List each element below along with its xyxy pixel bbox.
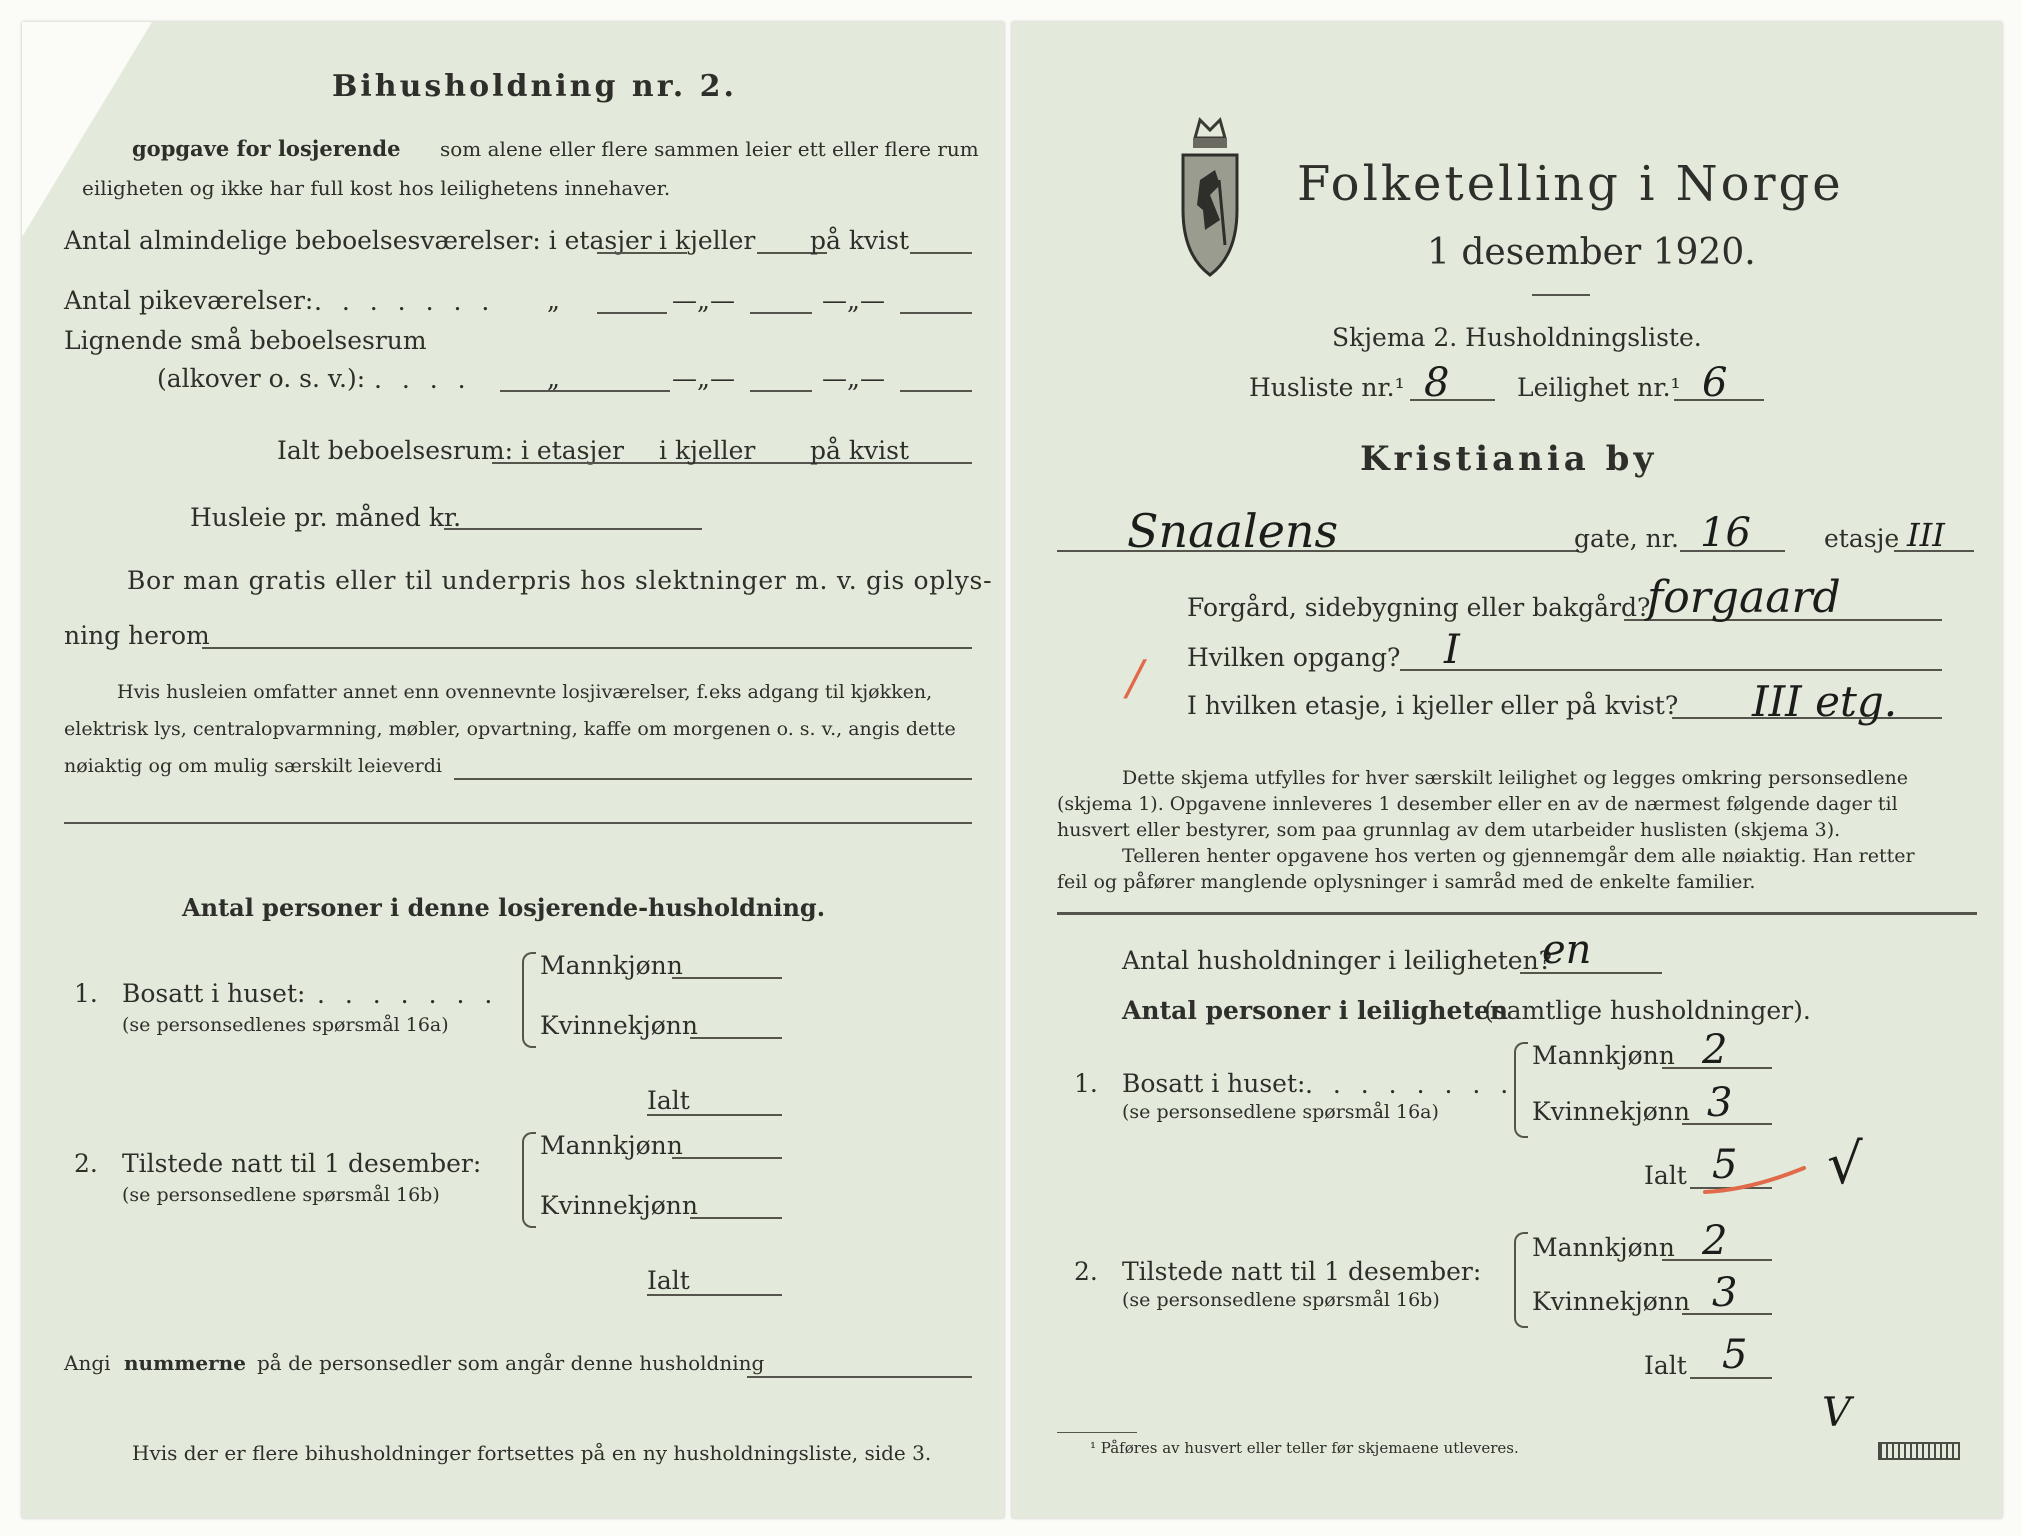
pike-dash-2: —„—	[822, 286, 885, 315]
footnote: ¹ Påføres av husvert eller teller før skjemaene utleveres.	[1090, 1439, 1519, 1457]
instr-line-5: feil og påfører manglende oplysninger i samråd med de enkelte familier.	[1057, 871, 1756, 893]
right-page	[1012, 22, 2002, 1518]
etasje-value: III	[1907, 516, 1945, 554]
q1-mann-field	[672, 977, 782, 979]
angi-a: Angi	[64, 1351, 111, 1375]
hvis-field-1	[454, 778, 972, 780]
q1-sub: (se personsedlenes spørsmål 16a)	[122, 1014, 449, 1036]
antal-pers-rest: (samtlige husholdninger).	[1484, 996, 1811, 1025]
intro-rest: som alene eller flere sammen leier ett eller flere rum	[440, 137, 979, 161]
q1-kvinne-label: Kvinnekjønn	[540, 1011, 698, 1040]
antal-hush-value: en	[1542, 927, 1592, 973]
right-title: Folketelling i Norge	[1297, 156, 1844, 212]
printer-stamp	[1878, 1442, 1960, 1460]
pike-label: Antal pikeværelser:	[64, 286, 314, 315]
pike-dash-1: —„—	[672, 286, 735, 315]
hvis-line-3: nøiaktig og om mulig særskilt leieverdi	[64, 755, 442, 777]
r-q2-mann-value: 2	[1702, 1218, 1728, 1264]
ialt-rum-label: Ialt beboelsesrum: i etasjer	[277, 436, 625, 465]
instr-line-3: husvert eller bestyrer, som paa grunnlag av dem utarbeider huslisten (skjema 3).	[1057, 819, 1841, 841]
q1-num: 1.	[74, 979, 98, 1008]
lign-field-3	[900, 390, 972, 392]
r-q1-num: 1.	[1074, 1069, 1098, 1098]
angi-b: nummerne	[124, 1351, 246, 1375]
r-q1-kvinne-value: 3	[1707, 1080, 1733, 1126]
r-q2-ialt-value: 5	[1722, 1332, 1748, 1378]
title-rule	[1532, 294, 1590, 296]
opgang-value: I	[1444, 627, 1460, 673]
q2-label: Tilstede natt til 1 desember:	[122, 1149, 482, 1178]
lign-field-2	[750, 390, 812, 392]
instr-rule	[1057, 912, 1977, 915]
q1-ialt-label: Ialt	[647, 1086, 690, 1115]
r-q1-label: Bosatt i huset:	[1122, 1069, 1306, 1098]
antal-pers-bold: Antal personer i leiligheten	[1122, 996, 1509, 1025]
bor-line-1: Bor man gratis eller til underpris hos slektninger m. v. gis oplys-	[127, 566, 993, 595]
q1-ialt-field	[647, 1114, 782, 1116]
antal-heading: Antal personer i denne losjerende-husholdning.	[182, 893, 826, 922]
pike-dots: . . . . . . .	[314, 287, 496, 316]
r-q1-ialt-label: Ialt	[1644, 1161, 1687, 1190]
coat-of-arms-icon	[1175, 110, 1245, 280]
r-q1-dots: . . . . . . . .	[1305, 1070, 1515, 1099]
r-q2-brace	[1514, 1232, 1528, 1328]
rooms-label: Antal almindelige beboelsesværelser: i etasjer	[64, 226, 652, 255]
q2-kvinne-label: Kvinnekjønn	[540, 1191, 698, 1220]
r-q2-label: Tilstede natt til 1 desember:	[1122, 1257, 1482, 1286]
bor-field	[202, 647, 972, 649]
torn-corner	[22, 22, 152, 237]
antal-hush-label: Antal husholdninger i leiligheten?	[1122, 946, 1553, 975]
etasje-label: etasje	[1824, 524, 1900, 553]
r-q1-ialt-value: 5	[1712, 1142, 1738, 1188]
ialt-rum-kjeller: i kjeller	[659, 436, 756, 465]
footnote-rule	[1057, 1432, 1137, 1433]
opgang-field	[1400, 669, 1942, 671]
q1-label: Bosatt i huset:	[122, 979, 306, 1008]
pike-field-1	[597, 312, 667, 314]
instr-line-2: (skjema 1). Opgavene innleveres 1 desember eller en av de nærmest følgende dager til	[1057, 793, 1898, 815]
q2-kvinne-field	[690, 1217, 782, 1219]
r-q1-kvinne-label: Kvinnekjønn	[1532, 1097, 1690, 1126]
q2-ialt-label: Ialt	[647, 1266, 690, 1295]
lign-label-2: (alkover o. s. v.):	[157, 364, 366, 393]
q2-ialt-field	[647, 1294, 782, 1296]
husliste-value: 8	[1424, 360, 1450, 406]
hvis-line-2: elektrisk lys, centralopvarmning, møbler, opvartning, kaffe om morgenen o. s. v., angis dette	[64, 718, 956, 740]
intro-bold: gopgave for losjerende	[132, 136, 401, 161]
r-q2-sub: (se personsedlene spørsmål 16b)	[1122, 1289, 1440, 1311]
r-q2-kvinne-label: Kvinnekjønn	[1532, 1287, 1690, 1316]
r-q2-ialt-label: Ialt	[1644, 1351, 1687, 1380]
ialt-rum-kvist: på kvist	[810, 436, 909, 465]
rooms-kvist-field	[910, 252, 972, 254]
r-q1-sub: (se personsedlene spørsmål 16a)	[1122, 1101, 1439, 1123]
q2-mann-label: Mannkjønn	[540, 1131, 683, 1160]
lign-dash-1: —„—	[672, 364, 735, 393]
husleie-label: Husleie pr. måned kr.	[190, 503, 462, 532]
left-title: Bihusholdning nr. 2.	[332, 69, 737, 104]
instr-line-4: Telleren henter opgavene hos verten og gjennemgår dem alle nøiaktig. Han retter	[1122, 845, 1915, 867]
gate-label: gate, nr.	[1574, 524, 1679, 553]
bor-line-2: ning herom	[64, 621, 210, 650]
r-q2-num: 2.	[1074, 1257, 1098, 1286]
hvis-field-2	[64, 822, 972, 824]
pike-field-3	[900, 312, 972, 314]
rooms-kjeller-label: i kjeller	[659, 226, 756, 255]
street-value: Snaalens	[1127, 504, 1339, 558]
husliste-field	[1410, 399, 1495, 401]
lign-field-1	[500, 390, 670, 392]
husleie-field	[444, 528, 702, 530]
q2-sub: (se personsedlene spørsmål 16b)	[122, 1184, 440, 1206]
forgaard-label: Forgård, sidebygning eller bakgård?	[1187, 593, 1651, 622]
left-page	[22, 22, 1004, 1518]
left-footer: Hvis der er flere bihusholdninger fortsettes på en ny husholdningsliste, side 3.	[132, 1441, 932, 1465]
skjema-label: Skjema 2. Husholdningsliste.	[1332, 323, 1702, 352]
q2-brace	[522, 1132, 536, 1228]
r-q1-brace	[1514, 1042, 1528, 1138]
pike-ditto: „	[547, 286, 560, 315]
r-q1-mann-label: Mannkjønn	[1532, 1041, 1675, 1070]
lign-dash-2: —„—	[822, 364, 885, 393]
lign-ditto: „	[547, 364, 560, 393]
i-etasje-value: III etg.	[1752, 677, 1898, 726]
q1-kvinne-field	[690, 1037, 782, 1039]
q2-mann-field	[672, 1157, 782, 1159]
q1-dots: . . . . . . .	[317, 980, 499, 1009]
check-mark-1: √	[1827, 1132, 1863, 1197]
q1-brace	[522, 952, 536, 1048]
i-etasje-label: I hvilken etasje, i kjeller eller på kvist?	[1187, 691, 1679, 720]
intro-line2: eiligheten og ikke har full kost hos leilighetens innehaver.	[82, 176, 671, 200]
opgang-label: Hvilken opgang?	[1187, 643, 1401, 672]
pike-field-2	[750, 312, 812, 314]
r-q2-mann-label: Mannkjønn	[1532, 1233, 1675, 1262]
angi-c: på de personsedler som angår denne husholdning	[257, 1351, 765, 1375]
rooms-kvist-label: på kvist	[810, 226, 909, 255]
leilighet-value: 6	[1702, 360, 1728, 406]
lign-dots: . . . .	[374, 365, 472, 394]
husliste-label: Husliste nr.¹	[1249, 373, 1405, 402]
red-strike-mark	[1700, 1162, 1810, 1202]
gate-nr-value: 16	[1700, 510, 1751, 556]
city-label: Kristiania by	[1360, 439, 1658, 479]
instr-line-1: Dette skjema utfylles for hver særskilt leilighet og legges omkring personsedlene	[1122, 767, 1908, 789]
check-mark-2: V	[1822, 1390, 1851, 1436]
r-q2-kvinne-value: 3	[1712, 1270, 1738, 1316]
right-date: 1 desember 1920.	[1427, 232, 1756, 273]
angi-field	[747, 1376, 972, 1378]
q2-num: 2.	[74, 1149, 98, 1178]
red-margin-mark: /	[1127, 650, 1144, 706]
r-q1-mann-value: 2	[1702, 1027, 1728, 1073]
hvis-line-1: Hvis husleien omfatter annet enn ovennevnte losjiværelser, f.eks adgang til kjøkken,	[117, 681, 933, 703]
q1-mann-label: Mannkjønn	[540, 951, 683, 980]
leilighet-label: Leilighet nr.¹	[1517, 373, 1681, 402]
forgaard-value: forgaard	[1647, 572, 1841, 623]
lign-label-1: Lignende små beboelsesrum	[64, 326, 427, 355]
